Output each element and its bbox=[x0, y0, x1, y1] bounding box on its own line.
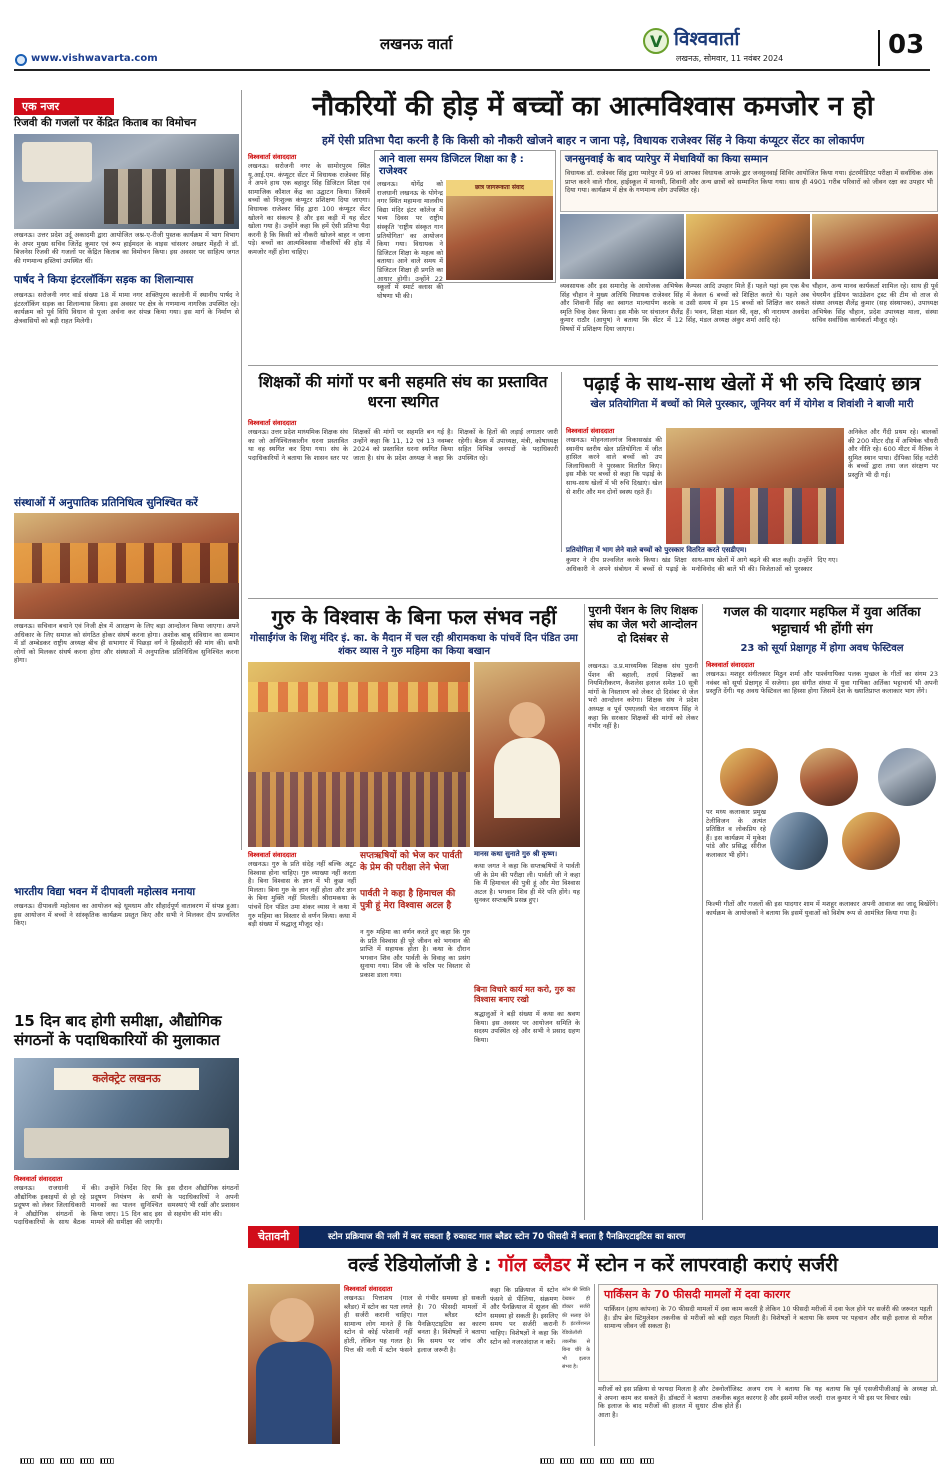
sports-caption: प्रतियोगिता में भाग लेने वाले बच्चों को पुरस्कार वितरित करते एसडीएम। bbox=[566, 546, 747, 554]
review-photo bbox=[14, 1058, 239, 1170]
guru-quote-2-text: पार्वती ने कहा है हिमाचल की पुत्री हूं मेरा विश्वास अटल है bbox=[360, 889, 456, 911]
review-body: लखनऊ। राजधानी में औद्योगिक इकाइयों से हो रहे प्रदूषण को लेकर जिलाधिकारी ने औद्योगिक संगठनों के पदाधिकारियों के साथ बैठक की। उन्होंने निर्देश दिए कि प्रदूषण नियंत्रण के सभी मानकों का पालन सुनिश्चित किया जाए। 15 दिन बाद इस मामले की समीक्षा की जाएगी। इस दौरान औद्योगिक संगठनों के पदाधिकारियों ने अपनी समस्याएं भी रखीं और प्रशासन से सहयोग की मांग की। bbox=[14, 1184, 239, 1227]
sidebar-story4-body: लखनऊ। दीपावली महोत्सव का आयोजन बड़े धूमधाम और सौहार्दपूर्ण वातावरण में संपन्न हुआ। इस आयोजन में बच्चों ने सांस्कृतिक कार्यक्रम प्रस्तुत किए और सभी ने मिलकर दीप प्रज्वलित किए। bbox=[14, 902, 239, 928]
lead-body: लखनऊ। सरोजनी नगर के सामोरपुरम स्थित यू.आई.एम. कंप्यूटर सेंटर में विधायक राजेश्वर सिंह ने अपने हाथ एक बहादुर सिंह डिजिटल शिक्षा एवं सामाजिक कौशल केंद्र का उद्घाटन किया। जिसमें बच्चों को निःशुल्क कंप्यूटर प्रशिक्षण दिया जाएगा। विधायक राजेश्वर सिंह द्वारा 100 कंप्यूटर सेंटर खोलने का संकल्प है और इस कड़ी में यह सेंटर खोला गया है। उन्होंने कहा कि हमें ऐसी प्रतिभा पैदा करनी है कि किसी को नौकरी खोजने बाहर न जाना पड़े। बच्चों का आत्मविश्वास नौकरियों की होड़ में कमजोर नहीं होना चाहिए। bbox=[248, 162, 370, 256]
footer-marks-right bbox=[540, 1458, 654, 1464]
guru-byline: विश्ववार्ता संवाददाता bbox=[248, 851, 297, 859]
sports-title: पढ़ाई के साथ-साथ खेलों में भी रुचि दिखाएं छात्र bbox=[583, 373, 921, 395]
sports-byline: विश्ववार्ता संवाददाता bbox=[566, 427, 615, 435]
print-mark bbox=[540, 1458, 554, 1464]
guru-divider bbox=[584, 604, 585, 1220]
guru-subhead: गोसाईंगंज के शिशु मंदिर इं. का. के मैदान में चल रही श्रीरामकथा के पांचवें दिन पंडित उमा शंकर व्यास ने गुरु महिमा का किया बखान bbox=[250, 633, 578, 657]
sidebar-story2-body: लखनऊ। सरोजनी नगर वार्ड संख्या 18 में मामा नगर शक्तिपुरम कालोनी में स्थानीय पार्षद ने इंटरलॉकिंग सड़क का शिलान्यास किया। इस अवसर पर क्षेत्र के गणमान्य नागरिक उपस्थित रहे। कार्यक्रम को पूर्व विधि विधान से पूजा अर्चना कर संपन्न किया गया। इस मार्ग के निर्माण से क्षेत्रवासियों को बड़ी राहत मिलेगी। bbox=[14, 291, 239, 325]
teachers-byline: विश्ववार्ता संवाददाता bbox=[248, 419, 297, 427]
section-title: लखनऊ वार्ता bbox=[380, 35, 453, 53]
ghazal-photo-5 bbox=[842, 812, 900, 870]
lead-box-title: आने वाला समय डिजिटल शिक्षा का है : राजेश्वर bbox=[379, 154, 524, 177]
review-title: 15 दिन बाद होगी समीक्षा, औद्योगिक संगठनों के पदाधिकारियों की मुलाकात bbox=[14, 1012, 222, 1049]
radiology-photo bbox=[248, 1284, 340, 1444]
print-mark bbox=[620, 1458, 634, 1464]
globe-icon bbox=[15, 54, 27, 66]
guru-pullquote: बिना विचारे कार्य मत करो, गुरु का विश्वास बनाए रखो bbox=[474, 985, 576, 1004]
ghazal-photo-2 bbox=[800, 748, 858, 806]
sidebar-story3-photo bbox=[14, 513, 239, 619]
guru-body: लखनऊ। गुरु के प्रति संदेह नहीं बल्कि अटूट विश्वास होना चाहिए। गुरु व्याख्या नहीं करता है। बिना विश्वास के ज्ञान में भी कुछ नहीं मिलता। बिना गुरु के ज्ञान नहीं होता और ज्ञान के बिना मुक्ति नहीं मिलती। श्रीरामकथा के पांचवें दिन पंडित उमा शंकर व्यास ने कथा में गुरु महिमा का विस्तार से वर्णन किया। कथा में बड़ी संख्या में श्रद्धालु मौजूद रहे। bbox=[248, 860, 356, 929]
header-rule bbox=[14, 69, 930, 71]
ghazal-photo-4 bbox=[770, 812, 828, 870]
sports-photo bbox=[666, 428, 844, 544]
footer-marks-left bbox=[20, 1458, 114, 1464]
teachers-title: शिक्षकों की मांगों पर बनी सहमति संघ का प्रस्तावित धरना स्थगित bbox=[258, 373, 548, 411]
teachers-body: लखनऊ। उत्तर प्रदेश माध्यमिक शिक्षक संघ का जो अनिश्चितकालीन धरना प्रस्तावित था वह स्थगित कर दिया गया। संघ के पदाधिकारियों ने बताया कि शासन स्तर पर शिक्षकों की मांगों पर सहमति बन गई है। उन्होंने कहा कि 11, 12 एवं 13 नवम्बर 2024 को प्रस्तावित धरना स्थगित किया जाता है। संघ के प्रदेश अध्यक्ष ने कहा कि शिक्षकों के हितों की लड़ाई लगातार जारी रहेगी। बैठक में उपाध्यक्ष, मंत्री, कोषाध्यक्ष सहित विभिन्न जनपदों के पदाधिकारी उपस्थित रहे। bbox=[248, 428, 558, 462]
print-mark bbox=[60, 1458, 74, 1464]
print-mark bbox=[580, 1458, 594, 1464]
mid-rule bbox=[248, 598, 938, 599]
print-mark bbox=[640, 1458, 654, 1464]
sidebar-story2-title: पार्षद ने किया इंटरलॉकिंग सड़क का शिलान्यास bbox=[14, 274, 194, 286]
review-photo-sign: कलेक्ट्रेट लखनऊ bbox=[92, 1072, 161, 1085]
ghazal-photo-1 bbox=[720, 748, 778, 806]
lead-box-body: लखनऊ। योगेंद्र को राजधानी लखनऊ के योगेन्द्र नगर स्थित महामना मालवीय विद्या मंदिर इंटर कॉलेज में भव्य दिवस पर राष्ट्रीय संस्कृति 'राष्ट्रीय संस्कृत गान प्रतियोगिता' का आयोजन किया गया। विधायक ने डिजिटल शिक्षा के महत्व को बताया। आने वाले समय में डिजिटल शिक्षा ही प्रगति का आधार होगी। उन्होंने 22 स्कूलों में स्मार्ट क्लास की घोषणा भी की। bbox=[377, 180, 443, 300]
print-mark bbox=[600, 1458, 614, 1464]
chetavani-bar bbox=[248, 1226, 938, 1248]
parkinson-col-c: बताया कि पूर्व एसजीपीजीआई के अध्यक्ष प्रो. राज कुमार ने भी इस पर विचार रखे। bbox=[826, 1385, 938, 1402]
guru-speaker-photo bbox=[474, 662, 580, 847]
talent-photo-2 bbox=[686, 214, 810, 279]
lead-headline: नौकरियों की होड़ में बच्चों का आत्मविश्वास कमजोर न हो bbox=[312, 91, 874, 122]
ghazal-body-2: फिल्मी गीतों और गजलों की इस यादगार शाम में मशहूर कलाकार अपनी आवाज का जादू बिखेरेंगे। कार्यक्रम के आयोजकों ने बताया कि इसमें युवाओं को विशेष रूप से आमंत्रित किया गया है। bbox=[706, 900, 938, 917]
guru-photo-caption: मानस कथा सुनाते गुरु श्री कृष्ण। bbox=[474, 850, 558, 858]
pension-title: पुरानी पेंशन के लिए शिक्षक संघ का जेल भरो आन्दोलन दो दिसंबर से bbox=[588, 604, 698, 645]
print-mark bbox=[100, 1458, 114, 1464]
chetavani-text: स्टोन प्रक्रियाज की नली में कर सकता है रुकावट गाल ब्लैडर स्टोन 70 फीसदी में बनता है पैनक्रिएटाइटिस का कारण bbox=[328, 1232, 686, 1242]
radiology-byline: विश्ववार्ता संवाददाता bbox=[344, 1285, 393, 1293]
radiology-body: लखनऊ। पित्ताशय (गाल ब्लैडर) में स्टोन का पता लगते ही सर्जरी करानी चाहिए। सामान्य लोग मानते हैं कि स्टोन से कोई परेशानी नहीं होती, लेकिन यह गलत है। पित्त की नली में स्टोन फंसने से गंभीर समस्या हो सकती है। 70 फीसदी मामलों में गाल ब्लैडर स्टोन पैनक्रिएटाइटिस का कारण बनता है। विशेषज्ञों ने बताया कि समय पर जांच और इलाज जरूरी है। bbox=[344, 1294, 486, 1354]
print-mark bbox=[560, 1458, 574, 1464]
talent-col-b: कैम्पस आदि उपहार मिले हैं। पहले यहां हम एक बैच में केवल 6 बच्चों को शिक्षित करते थे। पहले अब उसी समय में हम 15 बच्चों को शिक्षित कर सकते हैं। भवन, शिक्षा मंडल श्री, वृक्ष, श्री नारायण अवधेश सिंह, मंडल अध्यक्ष अंकुर शर्मा आदि रहे। bbox=[686, 282, 809, 325]
radiology-divider bbox=[594, 1284, 595, 1446]
lead-byline: विश्ववार्ता संवाददाता bbox=[248, 153, 297, 161]
sidebar-story4-title: भारतीय विद्या भवन में दीपावली महोत्सव मनाया bbox=[14, 886, 196, 898]
guru-col-c: कथा जगत ने कहा कि सप्तऋषियों ने पार्वती जी के प्रेम की परीक्षा ली। पार्वती जी ने कहा कि मैं हिमाचल की पुत्री हूं और मेरा विश्वास अटल है। भगवान शिव ही मेरे पति होंगे। यह सुनकर सप्तऋषि प्रसन्न हुए। bbox=[474, 862, 580, 905]
teachers-divider bbox=[561, 372, 562, 552]
radiology-col-c: स्टोन की स्थिति देखकर ही डॉक्टर सर्जरी की सलाह देते हैं। इंटरवेंशनल रेडियोलॉजी तकनीक से बिना चीरे के भी इलाज संभव है। bbox=[562, 1287, 590, 1371]
ghazal-byline: विश्ववार्ता संवाददाता bbox=[706, 661, 755, 669]
sidebar-badge bbox=[14, 98, 114, 115]
brand-name: विश्ववार्ता bbox=[674, 28, 740, 50]
sidebar-divider bbox=[241, 90, 242, 850]
radiology-col-b: कहा कि प्रक्रियाज में स्टोन फंसने से पीलिया, संक्रमण और पैनक्रियाज में सूजन की समस्या हो सकती है। इसलिए समय पर सर्जरी करानी चाहिए। विशेषज्ञों ने कहा कि स्टोन को नजरअंदाज न करें। bbox=[490, 1286, 558, 1346]
sports-subhead: खेल प्रतियोगिता में बच्चों को मिले पुरस्कार, जूनियर वर्ग में योगेश व शिवांशी ने बाजी मारी bbox=[590, 399, 914, 410]
guru-quote-1 bbox=[360, 850, 470, 874]
talent-body: विधायक डॉ. राजेश्वर सिंह द्वारा प्यारेपुर में 99 वां आपका विधायक आपके द्वार जनसुनवाई शिविर आयोजित किया गया। इंटरमीडिएट परीक्षा में सर्वाधिक अंक प्राप्त करने वाले गौरव, हाईस्कूल में मानसी, शिवानी और अन्य छात्रों को सम्मानित किया गया। साथ ही 4901 गरीब परिवारों को जीवन रक्षा का उपहार भी दिया गया। कार्यक्रम में क्षेत्र के गणमान्य लोग उपस्थित रहे। bbox=[565, 169, 933, 195]
guru-quote-2 bbox=[360, 888, 470, 912]
chetavani-badge: चेतावनी bbox=[248, 1226, 299, 1248]
lead-box-photo-banner: छात्र जागरूकता संवाद bbox=[474, 184, 524, 191]
book-launch-photo bbox=[14, 134, 239, 229]
sidebar-story3-title: संस्थाओं में अनुपातिक प्रतिनिधित्व सुनिश्चित करें bbox=[14, 497, 198, 509]
guru-crowd-photo bbox=[248, 662, 470, 847]
radiology-title-part2: गॉल ब्लैडर bbox=[498, 1254, 571, 1276]
print-mark bbox=[20, 1458, 34, 1464]
sidebar-story3-body: लखनऊ। सचिवान बचाने एवं निजी क्षेत्र में आरक्षण के लिए बड़ा आन्दोलन किया जाएगा। अपने अधिकार के लिए समाज को संगठित होकर संघर्ष करना होगा। अशोक बाबू संविधान का सम्मान में डॉ अम्बेडकर राष्ट्रीय अध्यक्ष बीच ही सभागार में पिछड़ा वर्ग ने हिस्सेदारी की मांग की। सभी लोगों को मिलकर संघर्ष करना होगा और संस्थाओं में अनुपातिक प्रतिनिधित्व सुनिश्चित करना होगा। bbox=[14, 622, 239, 665]
sports-col-c: कुमार ने दीप प्रज्वलित करके किया। खंड शिक्षा अधिकारी ने अपने संबोधन में बच्चों से पढ़ाई के साथ-साथ खेलों में आगे बढ़ने की बात कही। उन्होंने मनोविनोद की बातें भी की। विजेताओं को पुरस्कार दिए गए। bbox=[566, 556, 838, 573]
print-mark bbox=[40, 1458, 54, 1464]
guru-quote-1-text: सप्तऋषियों को भेज कर पार्वती के प्रेम की परीक्षा लेने भेजा bbox=[360, 851, 463, 873]
ghazal-body: लखनऊ। मशहूर संगीतकार मिठुन शर्मा और पार्श्वगायिका पलक मुच्छल के गीतों का संगम 23 नवंबर को सूर्या प्रेक्षागृह में सजेगा। इस संगीत संध्या में युवा गायिका अर्तिका भट्टाचार्य भी अपनी प्रस्तुति देंगी। यह अवध फेस्टिवल का हिस्सा होगा जिसमें देश के ख्यातिप्राप्त कलाकार भाग लेंगे। bbox=[706, 670, 938, 696]
sports-col-b: अनिकेत और गैंदी प्रथम रहे। बालकों की 200 मीटर दौड़ में अभिषेक चौधरी और नीति रहे। 600 मीटर में नैतिक ने सुमित स्थान पाया। दीपिका सिंह नटोरी के बच्चों द्वारा तथा जल संरक्षण पर प्रस्तुति भी दी गई। bbox=[848, 428, 938, 479]
talent-box bbox=[560, 150, 938, 212]
sidebar-story1-title: रिजवी की गजलों पर केंद्रित किताब का विमोचन bbox=[14, 117, 197, 129]
radiology-title-part1: वर्ल्ड रेडियोलॉजी डे : bbox=[348, 1254, 499, 1276]
review-byline: विश्ववार्ता संवाददाता bbox=[14, 1175, 63, 1183]
talent-photo-3 bbox=[812, 214, 938, 279]
ghazal-col-left: पर मध्य कलाकार प्रमुख टेलीविजन के अत्यंत प्रतिष्ठित व लोकप्रिय रहे हैं। इस कार्यक्रम में मुकेश पांडे और प्रसिद्ध सीरीज कलाकार भी होंगे। bbox=[706, 808, 766, 859]
ghazal-subhead: 23 को सूर्या प्रेक्षागृह में होगा अवध फेस्टिवल bbox=[740, 643, 904, 654]
ghazal-title: गजल की यादगार महफिल में युवा अर्तिका भट्टाचार्य भी होंगी संग bbox=[723, 605, 921, 637]
brand-logo-icon: V bbox=[643, 28, 669, 54]
talent-col-c: चौहान, अन्य मानव कार्यकर्ता शामिल रहे। साथ ही पूर्व चेयरमैन इंडियन फाउंडेशन ट्रस्ट की टीम वो ताज से संस्था अध्यक्ष शैलेंद्र कुमार (सह संस्थापक), उपाध्यक्ष अभिषेक सिंह चौहान, प्रदेश उपाध्यक्ष माला, संस्था सचिव सर्वाधिक कार्यकर्ता मौजूद रहे। bbox=[812, 282, 938, 325]
page-number: 03 bbox=[878, 30, 924, 66]
parkinson-col-b: टेक्नोलॉजिस्ट अजय राय ने बताया कि यह तकनीक बहुत कारगर है और इसमें मरीज जल्दी ठीक होते हैं। bbox=[712, 1385, 823, 1411]
radiology-title-part3: में स्टोन न करें लापरवाही कराएं सर्जरी bbox=[570, 1254, 838, 1276]
parkinson-box bbox=[598, 1284, 938, 1382]
sports-body: लखनऊ। मोहनलालगंज विकासखंड की स्थानीय स्तरीय खेल प्रतियोगिता में जीत हासिल करने वाले बच्चों को उप जिलाधिकारी ने पुरस्कार वितरित किए। इस मौके पर बच्चों से कहा कि पढ़ाई के साथ-साथ खेलों में भी रुचि दिखाएं। खेल से शरीर और मन दोनों स्वस्थ रहते हैं। bbox=[566, 436, 662, 496]
pension-body: लखनऊ। उ.प्र.माध्यमिक शिक्षक संघ पुरानी पेंशन की बहाली, तदर्थ शिक्षकों का नियमितीकरण, कैशलेस इलाज समेत 10 सूत्री मांगों के निस्तारण को लेकर दो दिसंबर से जेल भरो आन्दोलन करेगा। शिक्षक संघ ने प्रदेश अध्यक्ष व पूर्व एमएलसी चेत नारायण सिंह ने कहा कि सरकार शिक्षकों की मांगों को लेकर गंभीर नहीं है। bbox=[588, 662, 698, 731]
pension-divider bbox=[702, 604, 703, 1220]
ghazal-photo-3 bbox=[878, 748, 936, 806]
sidebar-story1-body: लखनऊ। उत्तर प्रदेश उर्दू अकादमी द्वारा आयोजित जश्न-ए-रीजी पुस्तक कार्यक्रम में भाग विभाग के अपर मुख्य सचिव जितेंद्र कुमार एवं रूप हाईमदल के वाइस चांसलर अख्तर मेंहदी ने डॉ. बिजनेस रिजवी की गजलों पर केंद्रित किताब का विमोचन किया। इस अवसर पर साहित्य जगत की गणमान्य हस्तियां उपस्थित थीं। bbox=[14, 231, 239, 265]
guru-title: गुरु के विश्वास के बिना फल संभव नहीं bbox=[271, 605, 557, 629]
talent-title: जनसुनवाई के बाद प्यारेपुर में मेधावियों का किया सम्मान bbox=[565, 154, 768, 165]
parkinson-body: पार्किंसन (हाथ कांपना) के 70 फीसदी मामलों में दवा काम करती है लेकिन 10 फीसदी मरीजों में दवा फेल होने पर सर्जरी की जरूरत पड़ती है। डीप ब्रेन स्टिमुलेशन तकनीक से मरीजों को बड़ी राहत मिलती है। विशेषज्ञों ने बताया कि समय पर पहचान और सही इलाज से मरीज सामान्य जीवन जी सकता है। bbox=[604, 1305, 932, 1331]
lead-box-photo bbox=[446, 180, 553, 280]
talent-col-a: व्यवसायक और इस समारोह के आयोजक अभिषेक सिंह चौहान ने मुख्य अतिथि विधायक राजेश्वर सिंह और शिवानी सिंह का स्वागत माल्यार्पण करके व स्मृति चिन्ह देकर किया। इस मौके पर संचालन शैलेंद्र कुमार राठौर (आयुष) ने बताया कि सेंटर में 12 विषयों में प्रशिक्षण दिया जाएगा। bbox=[560, 282, 683, 333]
dateline: लखनऊ, सोमवार, 11 नवंबर 2024 bbox=[676, 54, 784, 63]
talent-photo-1 bbox=[560, 214, 684, 279]
page-header bbox=[0, 0, 945, 70]
guru-col-b: न गुरु महिमा का वर्णन करते हुए कहा कि गुरु के प्रति विश्वास ही पूरे जीवन को भगवान की प्राप्ति में सहायक होता है। कथा के दौरान भगवान शिव और पार्वती के विवाह का प्रसंग सुनाया गया। शिव जी के चरित्र पर विस्तार से प्रकाश डाला गया। bbox=[360, 928, 470, 979]
sidebar-badge-label: एक नजर bbox=[22, 100, 60, 113]
parkinson-title: पार्किंसन के 70 फीसदी मामलों में दवा कारगर bbox=[604, 1288, 791, 1301]
parkinson-col-a: मरीजों को इस प्रक्रिया से फायदा मिलता है और वे अपना काम कर सकते हैं। डॉक्टरों ने बताया कि इलाज के बाद मरीजों की हालत में सुधार आता है। bbox=[598, 1385, 708, 1419]
print-mark bbox=[80, 1458, 94, 1464]
lead-subhead: हमें ऐसी प्रतिभा पैदा करनी है कि किसी को नौकरी खोजने बाहर न जाना पड़े, विधायक राजेश्वर सिंह ने किया कंप्यूटर सेंटर का लोकार्पण bbox=[321, 134, 865, 147]
website-link[interactable]: www.vishwavarta.com bbox=[31, 53, 158, 64]
guru-col-d: श्रद्धालुओं ने बड़ी संख्या में कथा का श्रवण किया। इस अवसर पर आयोजन समिति के सदस्य उपस्थित रहे और सभी ने प्रसाद ग्रहण किया। bbox=[474, 1010, 580, 1044]
radiology-title bbox=[248, 1252, 938, 1278]
lead-rule bbox=[248, 365, 938, 366]
